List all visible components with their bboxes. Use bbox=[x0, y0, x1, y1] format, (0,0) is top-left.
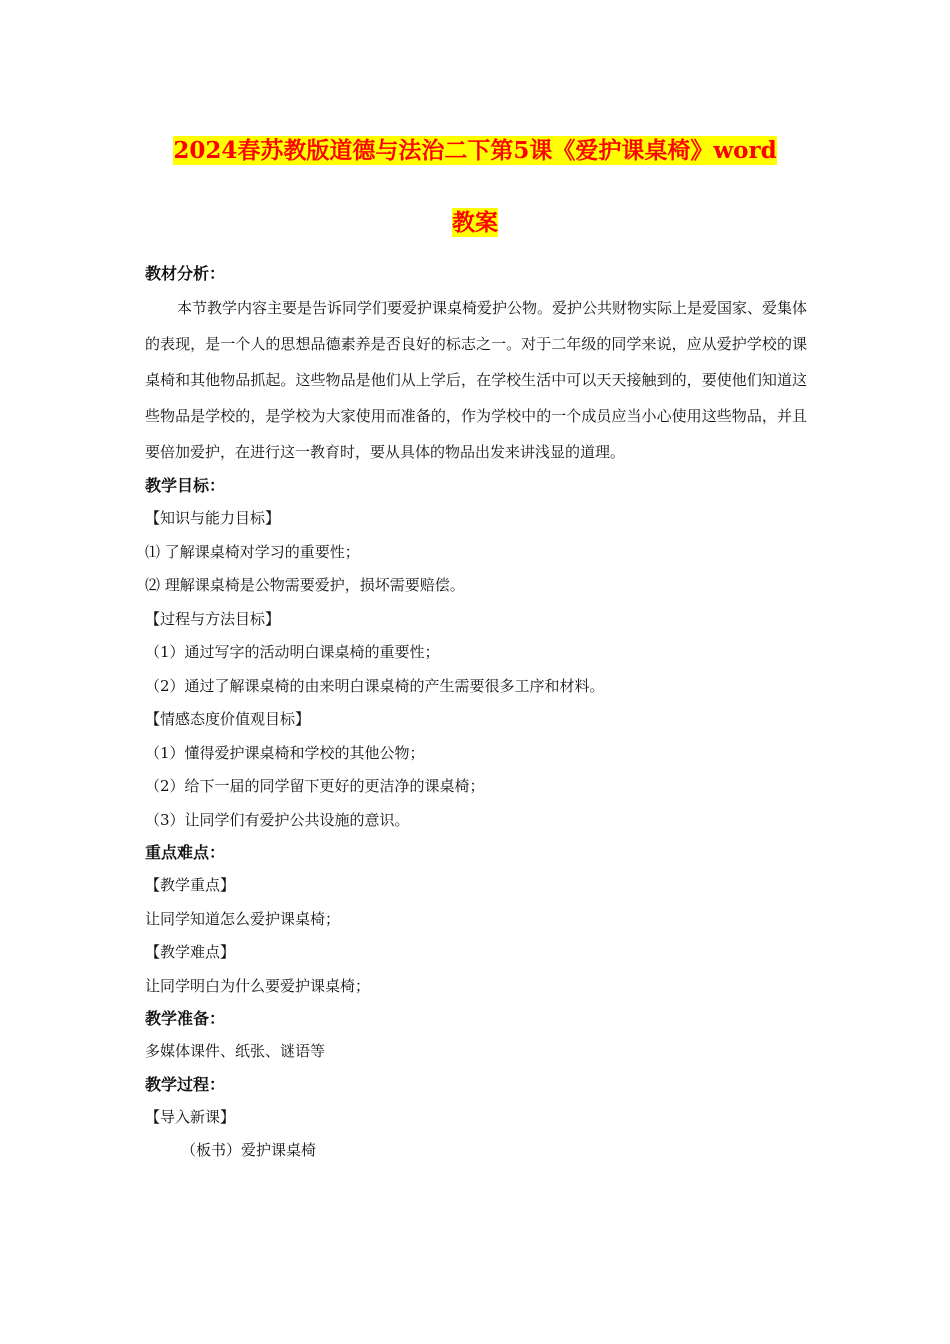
knowledge-goal-item: ⑴ 了解课桌椅对学习的重要性； bbox=[145, 542, 360, 561]
knowledge-goal-item: ⑵ 理解课桌椅是公物需要爱护，损坏需要赔偿。 bbox=[145, 576, 465, 594]
section-heading-goals: 教学目标： bbox=[145, 476, 226, 495]
section-heading-key-points: 重点难点： bbox=[145, 843, 226, 862]
teaching-focus-label: 【教学重点】 bbox=[145, 876, 236, 894]
process-goals-label: 【过程与方法目标】 bbox=[145, 609, 281, 628]
emotion-goal-item: （2）给下一届的同学留下更好的更洁净的课桌椅； bbox=[145, 777, 485, 795]
document-title-line-2 bbox=[0, 206, 950, 240]
teaching-difficulty-text: 让同学明白为什么要爱护课桌椅； bbox=[145, 976, 371, 995]
document-title-line-1 bbox=[0, 134, 950, 168]
document-body bbox=[145, 258, 807, 1168]
intro-label: 【导入新课】 bbox=[145, 1107, 236, 1126]
title-text-1: 2024春苏教版道德与法治二下第5课《爱护课桌椅》word bbox=[173, 137, 777, 164]
intro-text: （板书）爱护课桌椅 bbox=[181, 1141, 317, 1159]
knowledge-goals-label: 【知识与能力目标】 bbox=[145, 509, 281, 527]
section-heading-process: 教学过程： bbox=[145, 1074, 226, 1094]
preparation-text: 多媒体课件、纸张、谜语等 bbox=[145, 1042, 326, 1060]
teaching-focus-text: 让同学知道怎么爱护课桌椅； bbox=[145, 909, 341, 928]
process-goal-item: （2）通过了解课桌椅的由来明白课桌椅的产生需要很多工序和材料。 bbox=[145, 676, 605, 695]
emotion-goal-item: （3）让同学们有爱护公共设施的意识。 bbox=[145, 810, 410, 829]
section-heading-analysis: 教材分析： bbox=[145, 264, 226, 283]
section-heading-preparation: 教学准备： bbox=[145, 1009, 226, 1028]
emotion-goal-item: （1）懂得爱护课桌椅和学校的其他公物； bbox=[145, 743, 425, 762]
emotion-goals-label: 【情感态度价值观目标】 bbox=[145, 710, 311, 728]
process-goal-item: （1）通过写字的活动明白课桌椅的重要性； bbox=[145, 643, 440, 661]
teaching-difficulty-label: 【教学难点】 bbox=[145, 943, 236, 961]
analysis-paragraph: 本节教学内容主要是告诉同学们要爱护课桌椅爱护公物。爱护公共财物实际上是爱国家、爱集体的表现，是一个人的思想品德素养是否良好的标志之一。对于二年级的同学来说，应从爱护学校的课桌椅和其他物品抓起。这些物品是他们从上学后，在学校生活中可以天天接触到的，要使他们知道这些物品是学校的，是学校为大家使用而准备的，作为学校中的一个成员应当小心使用这些物品，并且要倍加爱护，在进行这一教育时，要从具体的物品出发来讲浅显的道理。 bbox=[145, 299, 808, 461]
title-text-2: 教案 bbox=[452, 209, 498, 236]
